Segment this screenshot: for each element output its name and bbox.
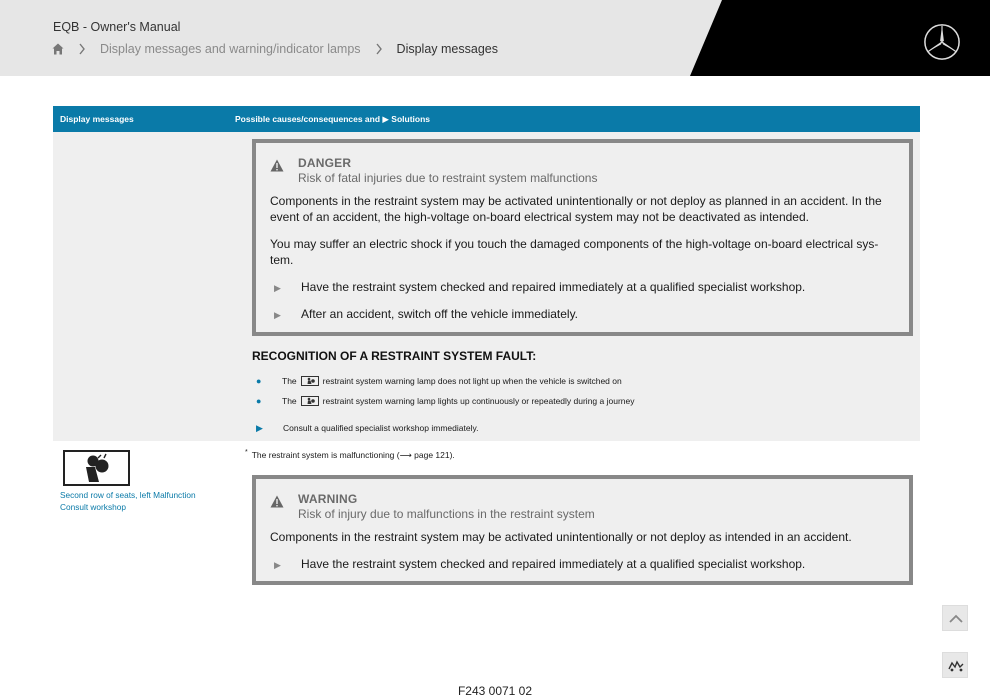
- danger-paragraph-2: You may suffer an electric shock if you touch the damaged components of the high-voltage on-board electrical sys-tem.: [270, 237, 879, 267]
- danger-paragraph-1: Components in the restraint system may be activated unintentionally or not deploy as planned in an accident. In the event of an accident, the high-voltage on-board electrical system may not be deactivated as intended.: [270, 194, 882, 224]
- warning-triangle-icon: [270, 495, 284, 508]
- warning-subtitle: Risk of injury due to malfunctions in the restraint system: [298, 507, 595, 521]
- table-header: [53, 106, 920, 132]
- caption-line-1: Second row of seats, left Malfunction: [60, 490, 196, 500]
- restraint-warning-lamp-icon: [301, 376, 319, 386]
- airbag-display-icon: [63, 450, 130, 486]
- vehicle-symbol-button[interactable]: [942, 652, 968, 678]
- step-arrow-icon: ▶: [274, 310, 281, 320]
- danger-step-1-text: Have the restraint system checked and repaired immediately at a qualified specialist workshop.: [301, 280, 806, 294]
- manual-title: EQB - Owner's Manual: [53, 20, 181, 34]
- breadcrumb-link-display-messages-lamps[interactable]: Display messages and warning/indicator lamps: [100, 42, 361, 56]
- recognition-heading: RECOGNITION OF A RESTRAINT SYSTEM FAULT:: [252, 349, 537, 363]
- bullet-icon: ●: [256, 376, 262, 386]
- warning-safety-box: [252, 475, 913, 585]
- column-header-display-messages: Display messages: [60, 114, 134, 124]
- figure-code: F243 0071 02: [457, 684, 533, 698]
- footnote: [245, 449, 455, 461]
- footnote-text[interactable]: The restraint system is malfunctioning (⟶ page 121).: [251, 449, 455, 460]
- warning-label: WARNING: [298, 492, 358, 506]
- page-header: [0, 0, 990, 76]
- warning-paragraph-1: Components in the restraint system may be activated unintentionally or not deploy as intended in an accident.: [270, 530, 852, 544]
- list-item: [256, 396, 634, 406]
- mercedes-star-logo[interactable]: [923, 23, 961, 61]
- scroll-to-top-button[interactable]: [942, 605, 968, 631]
- danger-label: DANGER: [298, 156, 352, 170]
- column-header-causes-solutions: Possible causes/consequences and ▶ Solutions: [235, 114, 431, 124]
- home-icon[interactable]: [52, 43, 64, 55]
- danger-step-2: [270, 307, 578, 321]
- display-message-caption: [60, 489, 196, 513]
- consult-text: Consult a qualified specialist workshop immediately.: [283, 423, 479, 433]
- breadcrumb-current: Display messages: [396, 42, 498, 56]
- danger-step-1: [270, 280, 805, 294]
- step-arrow-icon: ▶: [274, 283, 281, 293]
- step-arrow-icon: ▶: [256, 423, 263, 433]
- bullet-1-prefix: The: [282, 376, 297, 386]
- warning-step-1: [270, 557, 805, 571]
- chevron-up-icon: [943, 606, 969, 632]
- consult-step: [256, 423, 478, 434]
- danger-subtitle: Risk of fatal injuries due to restraint system malfunctions: [298, 171, 598, 185]
- chevron-right-icon: [78, 43, 86, 55]
- warning-step-1-text: Have the restraint system checked and repaired immediately at a qualified specialist workshop.: [301, 557, 806, 571]
- bullet-1-text: restraint system warning lamp does not light up when the vehicle is switched on: [322, 376, 622, 386]
- restraint-warning-lamp-icon: [301, 396, 319, 406]
- danger-step-2-text: After an accident, switch off the vehicle immediately.: [301, 307, 579, 321]
- bullet-2-text: restraint system warning lamp lights up continuously or repeatedly during a journey: [322, 396, 635, 406]
- footnote-marker: *: [245, 449, 248, 456]
- caption-line-2: Consult workshop: [60, 502, 126, 512]
- breadcrumb: [52, 42, 512, 56]
- chevron-right-icon: [375, 43, 383, 55]
- danger-safety-box: [252, 139, 913, 336]
- warning-triangle-icon: [270, 159, 284, 172]
- step-arrow-icon: ▶: [274, 560, 281, 570]
- bullet-2-prefix: The: [282, 396, 297, 406]
- list-item: [256, 376, 622, 386]
- vehicle-symbol-icon: [943, 653, 969, 679]
- bullet-icon: ●: [256, 396, 262, 406]
